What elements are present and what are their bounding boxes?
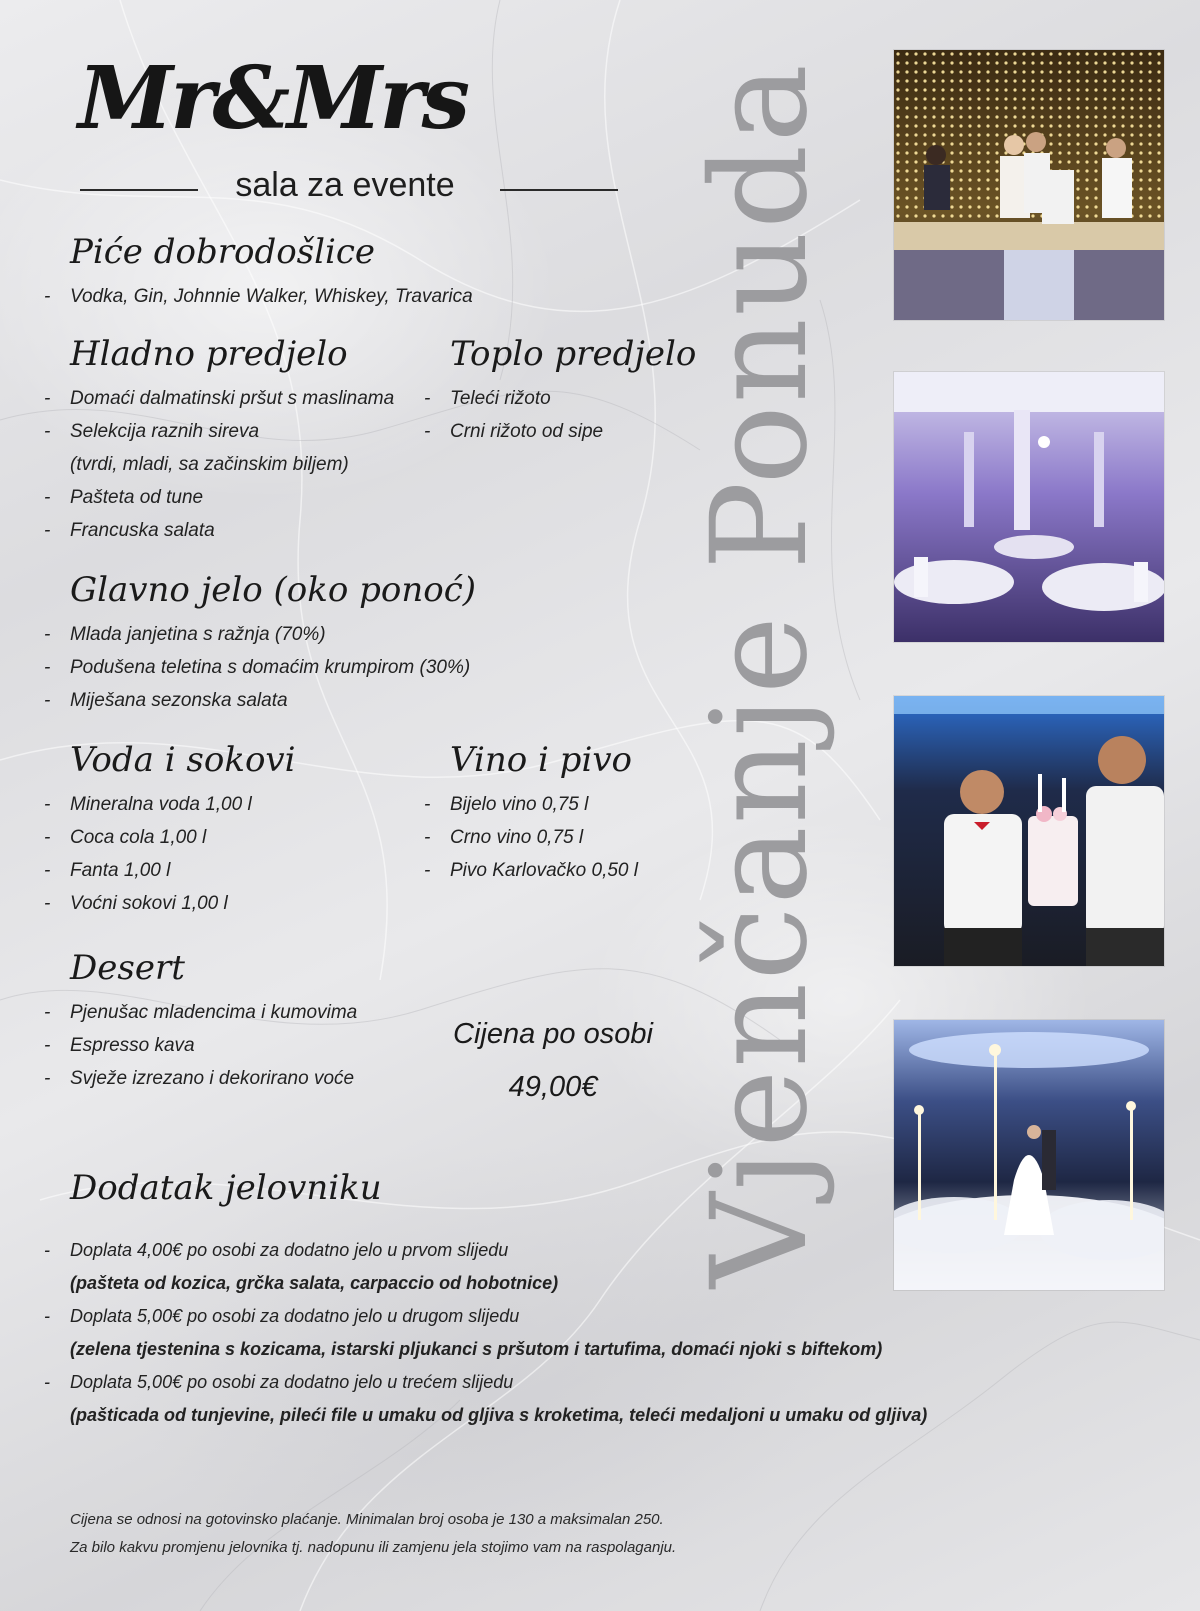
list-item: - Crno vino 0,75 l	[450, 821, 638, 854]
item-list	[450, 382, 696, 448]
list-item-note: (zelena tjestenina s kozicama, istarski pljukanci s pršutom i tartufima, domaći njoki s biftekom)	[70, 1339, 883, 1359]
section-heading: Dodatak jelovniku	[70, 1168, 382, 1208]
list-item: - Podušena teletina s domaćim krumpirom (30%)	[70, 651, 476, 684]
photo-banquet-hall-image	[894, 372, 1164, 642]
list-item: - Voćni sokovi 1,00 l	[70, 887, 296, 920]
section-heading: Voda i sokovi	[70, 740, 296, 780]
item-list	[450, 788, 638, 887]
price-per-person	[448, 1018, 658, 1104]
list-item: - Selekcija raznih sireva	[70, 415, 394, 448]
photo-banquet-hall	[894, 372, 1164, 642]
list-item-note: (tvrdi, mladi, sa začinskim biljem)	[70, 454, 349, 475]
photo-first-dance	[894, 1020, 1164, 1290]
logo	[70, 48, 630, 218]
list-item: - Francuska salata	[70, 514, 394, 547]
section-heading: Glavno jelo (oko ponoć)	[70, 570, 477, 610]
list-item: - Mineralna voda 1,00 l	[70, 788, 296, 821]
vertical-title: Vjenčanje Ponuda	[683, 61, 837, 1289]
list-item: - Pašteta od tune	[70, 481, 394, 514]
list-item: - Vodka, Gin, Johnnie Walker, Whiskey, Travarica	[70, 280, 473, 313]
section-heading: Toplo predjelo	[450, 334, 697, 374]
section-water-juices	[70, 740, 296, 920]
list-item-note: (pašteta od kozica, grčka salata, carpaccio od hobotnice)	[70, 1273, 559, 1293]
list-item: - Doplata 5,00€ po osobi za dodatno jelo u trećem slijedu	[70, 1366, 927, 1399]
list-item: - Coca cola 1,00 l	[70, 821, 296, 854]
item-list	[70, 280, 473, 313]
item-list	[70, 788, 296, 920]
section-heading: Vino i pivo	[450, 740, 633, 780]
list-item: - Teleći rižoto	[450, 382, 696, 415]
item-list	[70, 996, 357, 1095]
section-heading: Hladno predjelo	[70, 334, 348, 374]
photo-head-table	[894, 50, 1164, 320]
list-item: - Espresso kava	[70, 1029, 357, 1062]
item-list	[70, 382, 394, 547]
photo-cake-serving-image	[894, 696, 1164, 966]
section-dessert	[70, 948, 357, 1095]
footer-line: Cijena se odnosi na gotovinsko plaćanje. Minimalan broj osoba je 130 a maksimalan 250.	[70, 1511, 664, 1528]
price-value: 49,00€	[508, 1071, 598, 1103]
price-label: Cijena po osobi	[453, 1018, 653, 1050]
list-item: - Svježe izrezano i dekorirano voće	[70, 1062, 357, 1095]
list-item: - Bijelo vino 0,75 l	[450, 788, 638, 821]
footer-notes	[70, 1506, 676, 1562]
list-item: - Miješana sezonska salata	[70, 684, 476, 717]
list-item: - Mlada janjetina s ražnja (70%)	[70, 618, 476, 651]
list-item: - Pivo Karlovačko 0,50 l	[450, 854, 638, 887]
list-item: - Pjenušac mladencima i kumovima	[70, 996, 357, 1029]
photo-head-table-image	[894, 50, 1164, 320]
section-main-course	[70, 570, 476, 717]
photo-first-dance-image	[894, 1020, 1164, 1290]
list-item: - Domaći dalmatinski pršut s maslinama	[70, 382, 394, 415]
list-item-note: (pašticada od tunjevine, pileći file u umaku od gljiva s kroketima, teleći medaljoni u umaku od gljiva)	[70, 1405, 928, 1425]
list-item: - Fanta 1,00 l	[70, 854, 296, 887]
section-cold-starter	[70, 334, 394, 547]
list-item: - Crni rižoto od sipe	[450, 415, 696, 448]
logo-subtitle: sala za evente	[235, 166, 455, 204]
section-heading: Desert	[70, 948, 185, 988]
list-item: - Doplata 4,00€ po osobi za dodatno jelo u prvom slijedu	[70, 1234, 927, 1267]
logo-divider-right	[500, 189, 618, 191]
section-heading: Piće dobrodošlice	[70, 232, 376, 272]
logo-title: Mr&Mrs	[78, 48, 468, 149]
photo-cake-serving	[894, 696, 1164, 966]
section-welcome-drink	[70, 232, 473, 313]
section-wine-beer	[450, 740, 638, 887]
section-warm-starter	[450, 334, 696, 448]
item-list	[70, 618, 476, 717]
list-item: - Doplata 5,00€ po osobi za dodatno jelo u drugom slijedu	[70, 1300, 927, 1333]
footer-line: Za bilo kakvu promjenu jelovnika tj. nadopunu ili zamjenu jela stojimo vam na raspolaganju.	[70, 1539, 677, 1556]
